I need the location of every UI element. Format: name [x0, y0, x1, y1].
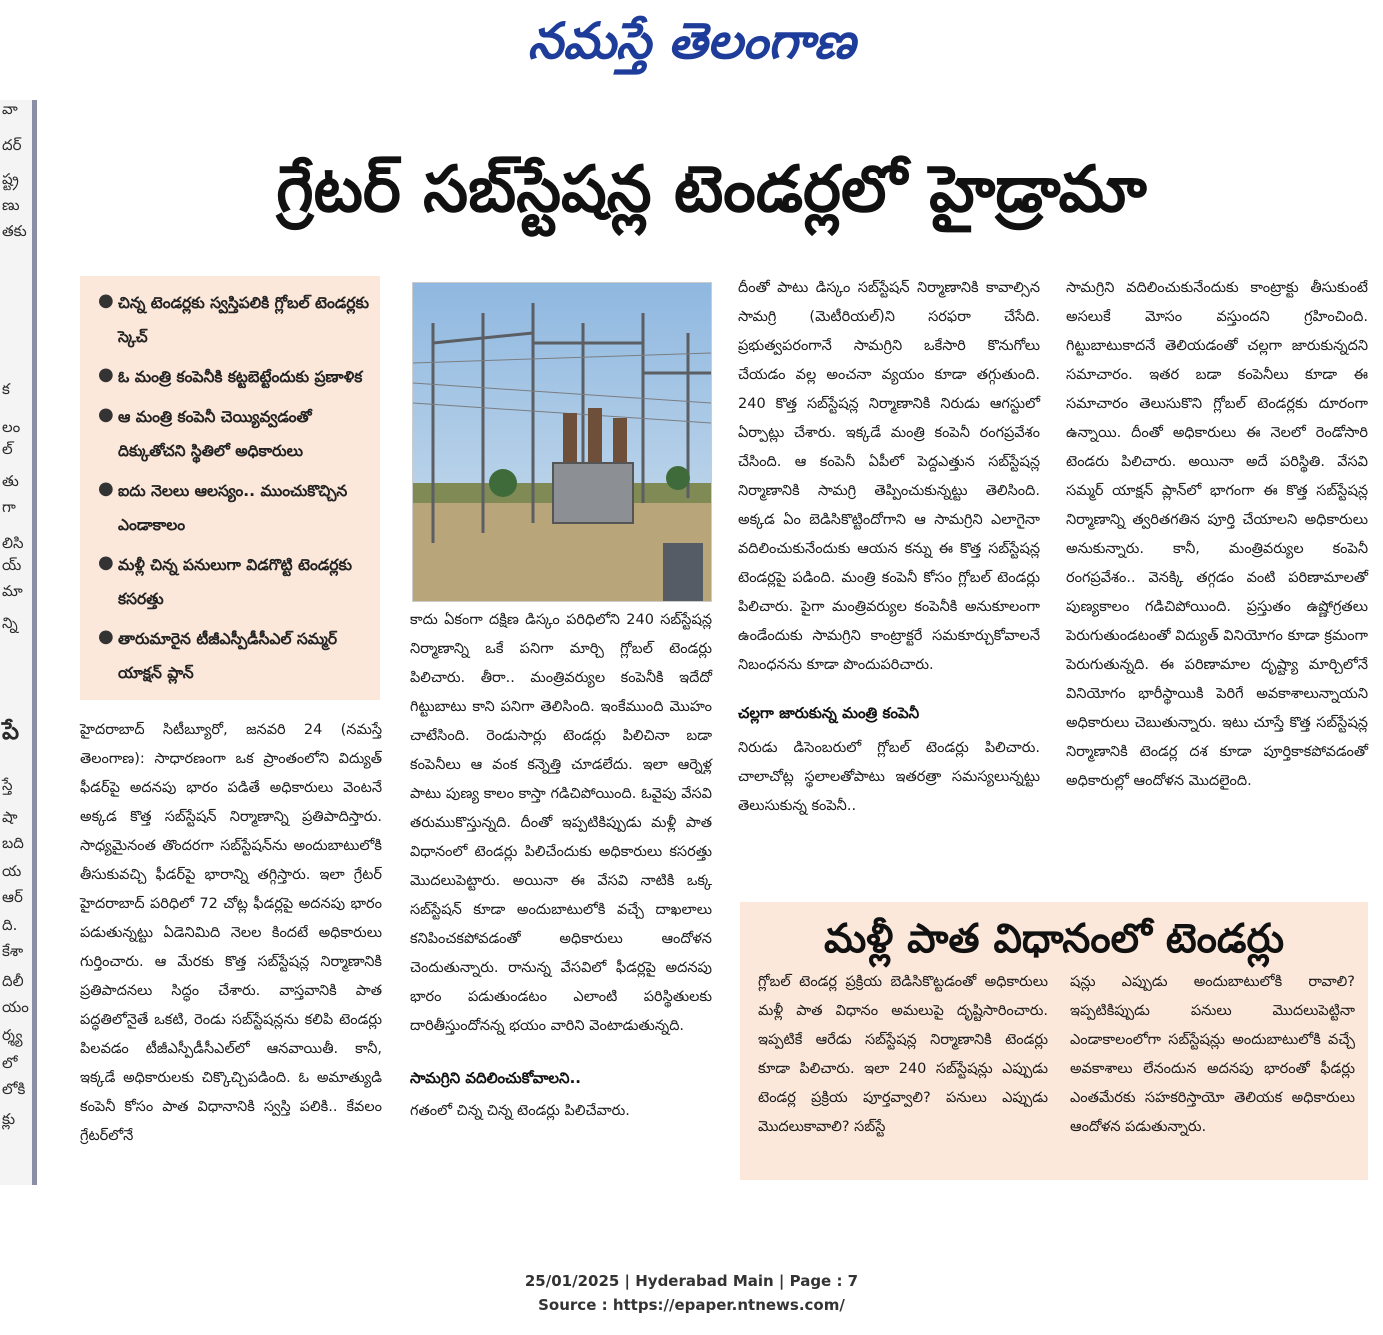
highlights-box	[80, 276, 380, 700]
bullet-icon: ●	[98, 364, 114, 385]
footer-source: Source : https://epaper.ntnews.com/	[538, 1296, 845, 1314]
strip-text: లో	[2, 1054, 18, 1072]
strip-text: లోకి	[2, 1080, 26, 1098]
strip-text: లం	[2, 418, 21, 436]
strip-text: పే	[2, 717, 20, 745]
strip-text: బది	[2, 834, 24, 852]
column-2-tail: గతంలో చిన్న చిన్న టెండర్లు పిలిచేవారు.	[410, 1103, 630, 1119]
strip-text: ల్	[2, 440, 13, 458]
column-3-subhead: చల్లగా జారుకున్న మంత్రి కంపెనీ	[738, 704, 920, 722]
bullet-icon: ●	[98, 626, 114, 647]
highlight-item	[98, 548, 372, 616]
strip-text: స్తే	[2, 776, 13, 794]
strip-text: ది.	[2, 916, 18, 934]
highlight-item	[98, 286, 372, 354]
strip-text: తకు	[2, 222, 27, 240]
column-3-tail: నిరుడు డిసెంబరులో గ్లోబల్ టెండర్లు పిలిచారు. చాలాచోట్ల స్థలాలతోపాటు ఇతరత్రా సమస్యలున్నట్టు తెలుసుకున్న కంపెనీ..	[738, 740, 1040, 814]
article-column-2	[410, 606, 712, 1126]
highlight-text: ఆ మంత్రి కంపెనీ చెయ్యివ్వడంతో దిక్కుతోచని స్థితిలో అధికారులు	[118, 408, 312, 460]
bullet-icon: ●	[98, 404, 114, 425]
strip-text: ర్శ్య	[2, 1026, 23, 1044]
masthead-logo: నమస్తే తెలంగాణ	[527, 11, 856, 70]
highlight-text: ఐదు నెలలు ఆలస్యం.. ముంచుకొచ్చిన ఎండాకాలం	[118, 482, 348, 534]
strip-text: తు	[2, 472, 19, 490]
sidebar-box-title: మళ్లీ పాత విధానంలో టెండర్లు	[823, 916, 1285, 962]
strip-text: క	[2, 380, 10, 398]
strip-text: య	[2, 862, 22, 880]
strip-text: ఆర్	[2, 888, 23, 906]
strip-text: మా	[2, 582, 23, 600]
bullet-icon: ●	[98, 478, 114, 499]
highlight-item	[98, 400, 372, 468]
article-headline: గ్రేటర్ సబ్‌స్టేషన్ల టెండర్లలో హైడ్రామా	[276, 153, 1147, 227]
article-column-1	[80, 716, 382, 1151]
highlight-item	[98, 474, 372, 542]
strip-text: క్లు	[2, 1110, 16, 1128]
strip-text: వా	[2, 100, 18, 118]
column-2-subhead: సామగ్రిని వదిలించుకోవాలని..	[410, 1069, 581, 1087]
strip-text: యం	[2, 998, 29, 1016]
strip-text: షా	[2, 808, 18, 826]
strip-text: ణు	[2, 196, 20, 214]
bullet-icon: ●	[98, 552, 114, 573]
highlight-text: ఓ మంత్రి కంపెనీకి కట్టబెట్టేందుకు ప్రణాళిక	[118, 368, 363, 386]
strip-text: ష్ట్ర	[2, 170, 19, 188]
highlight-text: తారుమారైన టీజీఎస్పీడీసీఎల్ సమ్మర్ యాక్షన్ ప్లాన్	[118, 630, 338, 682]
sidebar-box-column-1: గ్లోబల్ టెండర్ల ప్రక్రియ బెడిసికొట్టడంతో అధికారులు మళ్లీ పాత విధానం అమలుపై దృష్టిసారించారు. ఇప్పటికే ఆరేడు సబ్‌స్టేషన్ల నిర్మాణానికి టెండర్లు కూడా పిలిచారు. ఇలా 240 సబ్‌స్టేషన్లు ఎప్పుడు టెండర్ల ప్రక్రియ పూర్తవ్వాలి? పనులు ఎప్పుడు మొదలుకావాలి? సబ్‌స్టే	[758, 974, 1048, 1135]
bullet-icon: ●	[98, 290, 114, 311]
highlight-text: మళ్లీ చిన్న పనులుగా విడగొట్టి టెండర్లకు కసరత్తు	[118, 556, 352, 608]
strip-text: గా	[2, 498, 16, 516]
sidebar-box-column-2: షన్లు ఎప్పుడు అందుబాటులోకి రావాలి? ఇప్పటికిప్పుడు పనులు మొదలుపెట్టినా ఎండాకాలంలోగా సబ్‌స్టేషన్లు అందుబాటులోకి వచ్చే అవకాశాలు లేనందున అదనపు భారంతో ఫీడర్లు ఎంతమేరకు సహకరిస్తాయో తెలియక అధికారులు ఆందోళన పడుతున్నారు.	[1070, 974, 1355, 1135]
sidebar-box	[740, 902, 1368, 1180]
substation-photo	[412, 282, 712, 602]
column-4-text: సామగ్రిని వదిలించుకునేందుకు కాంట్రాక్టు తీసుకుంటే అసలుకే మోసం వస్తుందని గ్రహించింది. గిట్టుబాటుకాదనే తెలియడంతో చల్లగా జారుకున్నదని సమాచారం. ఇతర బడా కంపెనీలు కూడా ఈ సమాచారం తెలుసుకొని గ్లోబల్ టెండర్లకు దూరంగా ఉన్నాయి. దీంతో అధికారులు ఈ నెలలో రెండోసారి టెండరు పిలిచారు. అయినా అదే పరిస్థితి. వేసవి సమ్మర్ యాక్షన్ ప్లాన్‌లో భాగంగా ఈ కొత్త సబ్‌స్టేషన్ల నిర్మాణాన్ని త్వరితగతిన పూర్తి చేయాలని అధికారులు అనుకున్నారు. కానీ, మంత్రివర్యుల కంపెనీ రంగప్రవేశం.. వెనక్కి తగ్గడం వంటి పరిణామాలతో పుణ్యకాలం గడిచిపోయింది. ప్రస్తుతం ఉష్ణోగ్రతలు పెరుగుతుండటంతో విద్యుత్ వినియోగం కూడా క్రమంగా పెరుగుతున్నది. ఈ పరిణామాల దృష్ట్యా మార్చిలోనే వినియోగం భారీస్థాయికి పెరిగే అవకాశాలున్నాయని అధికారులు చెబుతున్నారు. ఇటు చూస్తే కొత్త సబ్‌స్టేషన్ల నిర్మాణానికి టెండర్ల దశ కూడా పూర్తికాకపోవడంతో అధికారుల్లో ఆందోళన మొదలైంది.	[1066, 280, 1368, 789]
strip-text: న్ని	[2, 614, 18, 632]
strip-text: కేశా	[2, 942, 24, 960]
column-1-text: హైదరాబాద్ సిటీబ్యూరో, జనవరి 24 (నమస్తే తెలంగాణ): సాధారణంగా ఒక ప్రాంతంలోని విద్యుత్ ఫీడర్‌పై అదనపు భారం పడితే అధికారులు వెంటనే అక్కడ కొత్త సబ్‌స్టేషన్ నిర్మాణాన్ని ప్రతిపాదిస్తారు. సాధ్యమైనంత తొందరగా సబ్‌స్టేషన్‌ను అందుబాటులోకి తీసుకువచ్చి ఫీడర్‌పై భారాన్ని తగ్గిస్తారు. ఇలా గ్రేటర్ హైదరాబాద్ పరిధిలో 72 చోట్ల ఫీడర్లపై అదనపు భారం పడుతున్నట్టు ఏడెనిమిది నెలల కిందటే అధికారులు గుర్తించారు. ఆ మేరకు కొత్త సబ్‌స్టేషన్ల నిర్మాణానికి ప్రతిపాదనలు సిద్ధం చేశారు. వాస్తవానికి పాత పద్ధతిలోనైతే ఒకటి, రెండు సబ్‌స్టేషన్లను కలిపి టెండర్లు పిలవడం టీజీఎస్పీడీసీఎల్‌లో ఆనవాయితీ. కానీ, ఇక్కడే అధికారులకు చిక్కొచ్చిపడింది. ఓ అమాత్యుడి కంపెనీ కోసం పాత విధానానికి స్వస్తి పలికి.. కేవలం గ్రేటర్‌లోనే	[80, 722, 382, 1144]
highlight-item	[98, 360, 372, 394]
article-column-4	[1066, 274, 1368, 796]
previous-article-strip	[0, 100, 37, 1185]
highlight-item	[98, 622, 372, 690]
strip-text: య్	[2, 556, 22, 574]
column-2-text: కాదు ఏకంగా దక్షిణ డిస్కం పరిధిలోని 240 సబ్‌స్టేషన్ల నిర్మాణాన్ని ఒకే పనిగా మార్చి గ్లోబల్ టెండర్లు పిలిచారు. తీరా.. మంత్రివర్యుల కంపెనీకి ఇదేదో గిట్టుబాటు కాని పనిగా తెలిసింది. ఇంకేముంది మొహం చాటేసింది. రెండుసార్లు టెండర్లు పిలిచినా బడా కంపెనీలు ఆ వంక కన్నెత్తి చూడలేదు. ఇలా ఆర్నెళ్ల పాటు పుణ్య కాలం కాస్తా గడిచిపోయింది. ఓవైపు వేసవి తరుముకొస్తున్నది. దీంతో ఇప్పటికిప్పుడు మళ్లీ పాత విధానంలో టెండర్లు పిలిచేందుకు అధికారులు కసరత్తు మొదలుపెట్టారు. అయినా ఈ వేసవి నాటికి ఒక్క సబ్‌స్టేషన్ కూడా అందుబాటులోకి వచ్చే దాఖలాలు కనిపించకపోవడంతో అధికారులు ఆందోళన చెందుతున్నారు. రానున్న వేసవిలో ఫీడర్లపై అదనపు భారం పడుతుండటం ఎలాంటి పరిస్థితులకు దారితీస్తుందోనన్న భయం వారిని వెంటాడుతున్నది.	[410, 612, 712, 1034]
substation-photo-illustration	[413, 283, 711, 601]
highlight-text: చిన్న టెండర్లకు స్వస్తిపలికి గ్లోబల్ టెండర్లకు స్కెచ్	[118, 294, 369, 346]
strip-text: దర్	[2, 136, 22, 154]
strip-text: దిలీ	[2, 972, 24, 990]
article-column-3	[738, 274, 1040, 821]
strip-text: లిసి	[2, 534, 24, 552]
column-3-text: దీంతో పాటు డిస్కం సబ్‌స్టేషన్ నిర్మాణానికి కావాల్సిన సామగ్రి (మెటీరియల్)ని సరఫరా చేసేది. ప్రభుత్వపరంగానే సామగ్రిని ఒకేసారి కొనుగోలు చేయడం వల్ల అంచనా వ్యయం కూడా తగ్గుతుంది. 240 కొత్త సబ్‌స్టేషన్ల నిర్మాణానికి నిరుడు ఆగస్టులో ఏర్పాట్లు చేశారు. ఇక్కడే మంత్రి కంపెనీ రంగప్రవేశం చేసింది. ఆ కంపెనీ ఏపీలో పెద్దఎత్తున సబ్‌స్టేషన్ల నిర్మాణానికి సామగ్రి తెప్పించుకున్నట్టు తెలిసింది. అక్కడ ఏం బెడిసికొట్టిందోగాని ఆ సామగ్రిని ఎలాగైనా వదిలించుకునేందుకు ఆయన కన్ను ఈ కొత్త సబ్‌స్టేషన్ల టెండర్లపై పడింది. మంత్రి కంపెనీ కోసం గ్లోబల్ టెండర్లు పిలిచారు. పైగా మంత్రివర్యుల కంపెనీకి అనుకూలంగా ఉండేందుకు సామగ్రిని కాంట్రాక్టరే సమకూర్చుకోవాలనే నిబంధనను కూడా పొందుపరిచారు.	[738, 280, 1040, 673]
footer-date-page: 25/01/2025 | Hyderabad Main | Page : 7	[524, 1272, 859, 1290]
